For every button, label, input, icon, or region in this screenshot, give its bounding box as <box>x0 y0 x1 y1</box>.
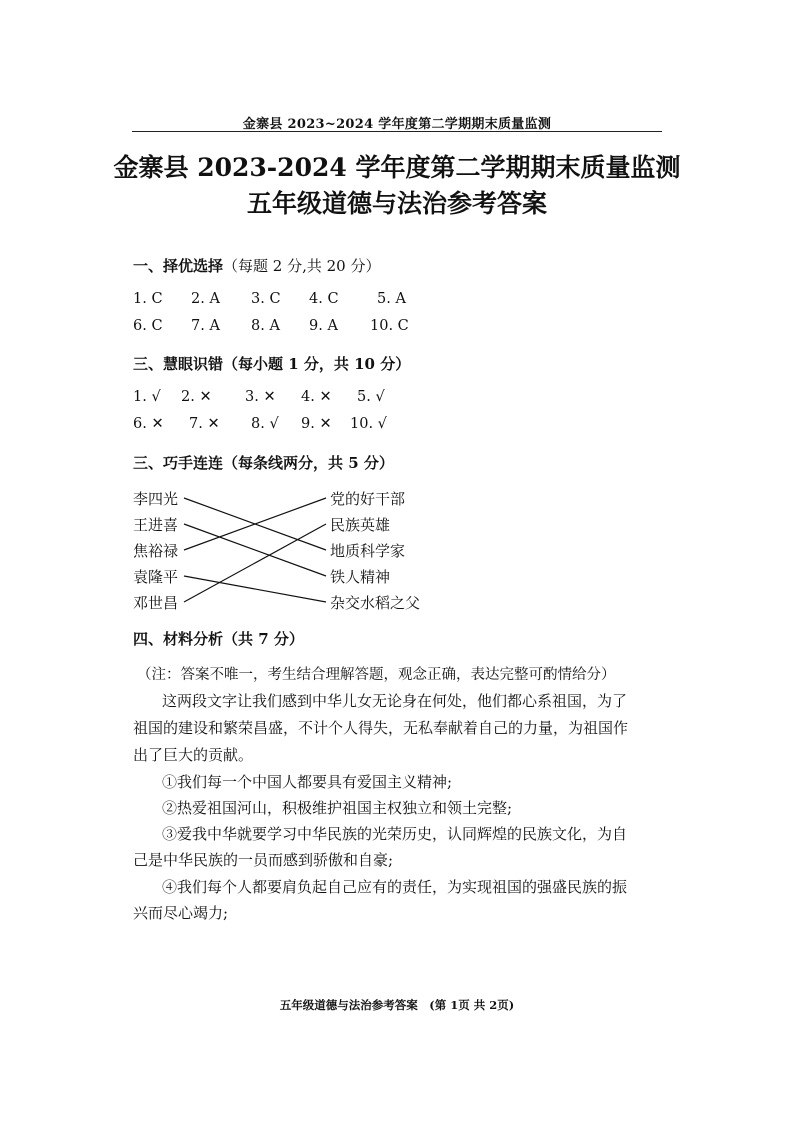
answer-item: 10. C <box>370 318 409 334</box>
page-footer: 五年级道德与法治参考答案 (第 1页 共 2页) <box>279 998 515 1012</box>
page-title: 金寨县 2023-2024 学年度第二学期期末质量监测 <box>113 153 681 182</box>
answer-item: 2. ✕ <box>181 389 212 405</box>
match-right-item: 铁人精神 <box>330 568 391 586</box>
answer-item: 5. √ <box>357 389 385 405</box>
point-line: ①我们每一个中国人都要具有爱国主义精神; <box>162 773 453 791</box>
point-line: ④我们每个人都要肩负起自己应有的责任，为实现祖国的强盛民族的振 <box>162 878 628 896</box>
section4-heading: 四、材料分析（共 7 分） <box>133 630 304 648</box>
answer-item: 6. ✕ <box>133 416 164 432</box>
page-subtitle: 五年级道德与法治参考答案 <box>246 189 547 218</box>
answer-item: 7. ✕ <box>189 416 220 432</box>
answer-item: 9. A <box>309 318 338 334</box>
match-left-item: 邓世昌 <box>133 594 179 612</box>
match-left-item: 王进喜 <box>133 516 179 534</box>
match-line <box>184 524 326 576</box>
match-right-item: 党的好干部 <box>330 490 406 508</box>
match-left-item: 焦裕禄 <box>133 542 179 560</box>
answer-item: 10. √ <box>350 416 387 432</box>
match-right-item: 地质科学家 <box>330 542 406 560</box>
match-right-item: 民族英雄 <box>330 516 391 534</box>
running-header: 金寨县 2023~2024 学年度第二学期期末质量监测 <box>242 117 552 132</box>
match-line <box>184 524 326 602</box>
paragraph-line: 出了巨大的贡献。 <box>133 746 254 764</box>
answer-item: 9. ✕ <box>301 416 332 432</box>
section1-title: 一、择优选择 <box>133 257 224 275</box>
answer-item: 8. A <box>251 318 280 334</box>
section1-note: （每题 2 分,共 20 分） <box>223 257 381 275</box>
match-right-item: 杂交水稻之父 <box>330 594 421 612</box>
paragraph-line: 这两段文字让我们感到中华儿女无论身在何处，他们都心系祖国，为了 <box>162 692 628 710</box>
point-line: 己是中华民族的一员而感到骄傲和自豪; <box>133 851 394 869</box>
point-line: ②热爱祖国河山，积极维护祖国主权独立和领土完整; <box>162 799 513 817</box>
answer-item: 7. A <box>191 318 220 334</box>
section2-heading: 三、慧眼识错（每小题 1 分，共 10 分） <box>133 355 411 373</box>
point-line: 兴而尽心竭力; <box>133 904 229 922</box>
answer-item: 6. C <box>133 318 163 334</box>
match-left-item: 李四光 <box>133 490 179 508</box>
match-line <box>184 576 326 602</box>
point-line: ③爱我中华就要学习中华民族的光荣历史，认同辉煌的民族文化，为自 <box>162 825 628 843</box>
answer-item: 5. A <box>377 291 406 307</box>
answer-item: 4. ✕ <box>301 389 332 405</box>
answer-item: 1. C <box>133 291 163 307</box>
answer-item: 2. A <box>191 291 220 307</box>
answer-item: 4. C <box>309 291 339 307</box>
section4-note: （注：答案不唯一，考生结合理解答题，观念正确，表达完整可酌情给分） <box>137 667 616 683</box>
answer-item: 8. √ <box>251 416 279 432</box>
answer-item: 3. ✕ <box>245 389 276 405</box>
match-left-item: 袁隆平 <box>133 568 179 586</box>
answer-item: 3. C <box>251 291 281 307</box>
section3-heading: 三、巧手连连（每条线两分，共 5 分） <box>133 454 394 472</box>
paragraph-line: 祖国的建设和繁荣昌盛，不计个人得失，无私奉献着自己的力量，为祖国作 <box>133 719 629 737</box>
answer-item: 1. √ <box>133 389 161 405</box>
